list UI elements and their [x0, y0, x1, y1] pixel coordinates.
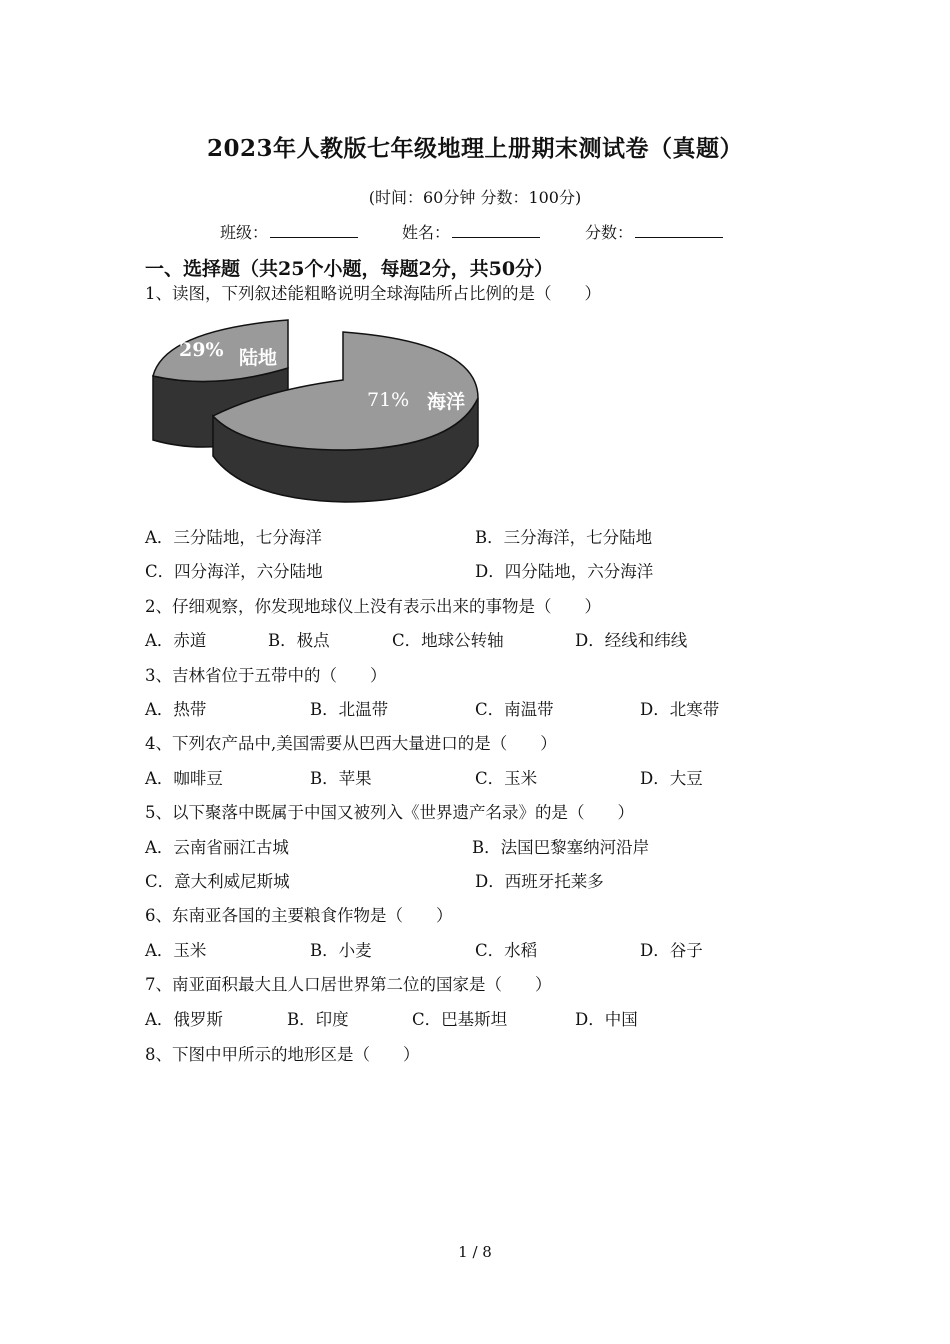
- q5-option-d[interactable]: D．西班牙托莱多: [475, 872, 604, 891]
- land-label: 陆地: [239, 347, 278, 369]
- q1-option-c[interactable]: C．四分海洋，六分陆地: [145, 562, 323, 581]
- score-blank[interactable]: [635, 221, 723, 238]
- ocean-label: 海洋: [427, 391, 466, 413]
- question-7-stem: 7、南亚面积最大且人口居世界第二位的国家是（ ）: [145, 975, 552, 994]
- name-blank[interactable]: [452, 221, 540, 238]
- q4-option-d[interactable]: D．大豆: [640, 769, 703, 788]
- question-1-stem: 1、读图，下列叙述能粗略说明全球海陆所占比例的是（ ）: [145, 284, 601, 303]
- section-heading: 一、选择题（共25个小题，每题2分，共50分）: [145, 258, 554, 280]
- q5-option-a[interactable]: A．云南省丽江古城: [145, 838, 289, 857]
- q5-option-c[interactable]: C．意大利威尼斯城: [145, 872, 290, 891]
- q4-option-a[interactable]: A．咖啡豆: [145, 769, 223, 788]
- q3-option-d[interactable]: D．北寒带: [640, 700, 720, 719]
- q2-option-a[interactable]: A．赤道: [145, 631, 207, 650]
- question-6-stem: 6、东南亚各国的主要粮食作物是（ ）: [145, 906, 453, 925]
- q5-option-b[interactable]: B．法国巴黎塞纳河沿岸: [472, 838, 650, 857]
- q7-option-c[interactable]: C．巴基斯坦: [412, 1010, 508, 1029]
- q4-option-b[interactable]: B．苹果: [310, 769, 372, 788]
- ocean-percent: 71%: [367, 389, 410, 411]
- q2-option-d[interactable]: D．经线和纬线: [575, 631, 688, 650]
- score-label: 分数：: [585, 223, 634, 242]
- q6-option-a[interactable]: A．玉米: [145, 941, 207, 960]
- name-label: 姓名：: [402, 223, 451, 242]
- land-ocean-pie-chart: [145, 318, 490, 508]
- q2-option-c[interactable]: C．地球公转轴: [392, 631, 504, 650]
- question-2-stem: 2、仔细观察，你发现地球仪上没有表示出来的事物是（ ）: [145, 597, 601, 616]
- q1-option-a[interactable]: A．三分陆地，七分海洋: [145, 528, 322, 547]
- class-field: [220, 220, 358, 243]
- q7-option-b[interactable]: B．印度: [287, 1010, 349, 1029]
- q7-option-a[interactable]: A．俄罗斯: [145, 1010, 223, 1029]
- q1-option-b[interactable]: B．三分海洋，七分陆地: [475, 528, 653, 547]
- q1-option-d[interactable]: D．四分陆地，六分海洋: [475, 562, 654, 581]
- land-percent: 29%: [179, 339, 224, 361]
- q3-option-b[interactable]: B．北温带: [310, 700, 389, 719]
- score-field: [585, 220, 723, 243]
- class-label: 班级：: [220, 223, 269, 242]
- question-8-stem: 8、下图中甲所示的地形区是（ ）: [145, 1045, 420, 1064]
- q4-option-c[interactable]: C．玉米: [475, 769, 538, 788]
- exam-time-score: (时间：60分钟 分数：100分): [368, 188, 582, 207]
- q7-option-d[interactable]: D．中国: [575, 1010, 638, 1029]
- q6-option-d[interactable]: D．谷子: [640, 941, 703, 960]
- name-field: [402, 220, 540, 243]
- q6-option-b[interactable]: B．小麦: [310, 941, 372, 960]
- question-4-stem: 4、下列农产品中,美国需要从巴西大量进口的是（ ）: [145, 734, 557, 753]
- q6-option-c[interactable]: C．水稻: [475, 941, 538, 960]
- question-3-stem: 3、吉林省位于五带中的（ ）: [145, 666, 387, 685]
- question-5-stem: 5、以下聚落中既属于中国又被列入《世界遗产名录》的是（ ）: [145, 803, 634, 822]
- q2-option-b[interactable]: B．极点: [268, 631, 330, 650]
- page-number: 1 / 8: [458, 1243, 492, 1261]
- q3-option-c[interactable]: C．南温带: [475, 700, 554, 719]
- page-title: 2023年人教版七年级地理上册期末测试卷（真题）: [206, 135, 743, 162]
- class-blank[interactable]: [270, 221, 358, 238]
- q3-option-a[interactable]: A．热带: [145, 700, 207, 719]
